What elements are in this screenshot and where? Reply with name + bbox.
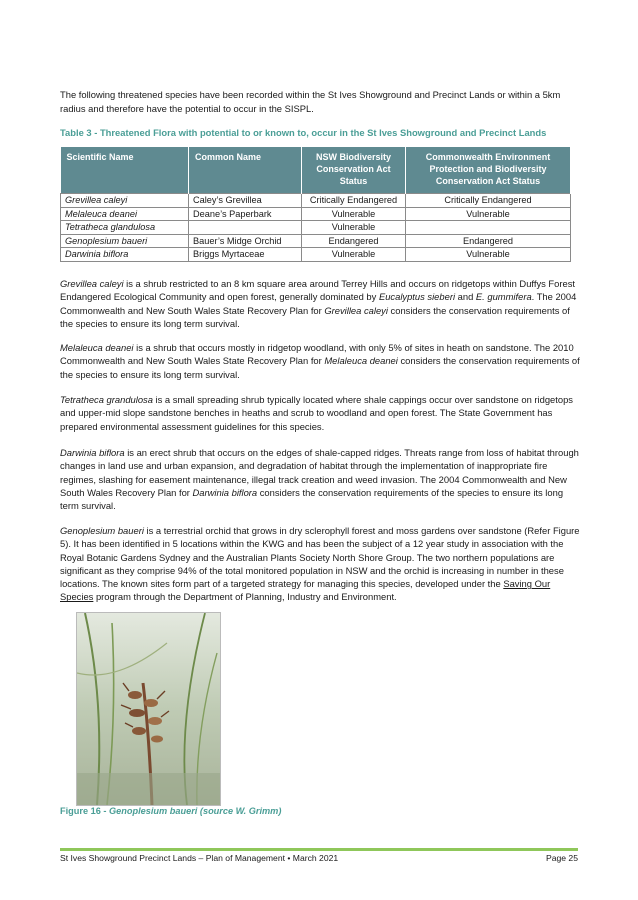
cell-scientific-name: Darwinia biflora [61,248,189,262]
paragraph-text: . The 2004 Commonwealth and New South Wales State Recovery Plan for [60,291,577,316]
species-name: Grevillea caleyi [60,278,124,289]
footer-page-number: Page 25 [545,853,578,863]
figure-species: Genoplesium baueri [109,806,198,816]
table-row [61,221,571,235]
paragraph-text: is an erect shrub that occurs on the edges of shale-capped ridges. Threats range from loss of habitat through changes in land use and urban expansion, and degradation of habitat through the implementation of inappropriate fire regimes, slashing for easement maintenance, illegal track creation and weed invasion. The 2004 Commonwealth and New South Wales Recovery Plan for [60,447,579,498]
table-row [61,207,571,221]
figure-label: Figure 16 - [60,806,110,816]
cell-common-name: Deane’s Paperbark [189,207,302,221]
paragraph-text: and [455,291,476,303]
cell-scientific-name: Genoplesium baueri [61,234,189,248]
paragraph-genoplesium-baueri [60,524,580,604]
cell-scientific-name: Melaleuca deanei [61,207,189,221]
cell-nsw-status: Endangered [302,234,406,248]
paragraph-text: program through the Department of Planning, Industry and Environment. [93,591,397,603]
header-common-name: Common Name [189,147,302,194]
intro-paragraph: The following threatened species have been recorded within the St Ives Showground and Precinct Lands or within a 5km radius and therefore have the potential to occur in the SISPL. [60,89,561,114]
cell-scientific-name: Grevillea caleyi [61,194,189,208]
header-nsw-status: NSW Biodiversity Conservation Act Status [302,147,406,194]
paragraph-text: considers the conservation requirements of the species to ensure its long term survival. [60,355,580,380]
paragraph-darwinia-biflora [60,446,580,512]
species-name: Genoplesium baueri [60,525,144,536]
paragraph-text: is a terrestrial orchid that grows in dry sclerophyll forest and moss gardens over sandstone (Refer Figure 5). It has been identified in 5 locations within the KWG and has been the subject of a 12 year study in association with the Royal Botanic Gardens Sydney and the Australian Plants Society North Shore Group. The two northern populations are significant as they comprise 94% of the total monitored population in NSW and the orchid is increasing in number in these locations. The known sites form part of a targeted strategy for managing this species, developed under the [60,525,580,590]
table-row [61,194,571,208]
cell-nsw-status: Vulnerable [302,248,406,262]
table-header-row [61,147,571,194]
cell-commonwealth-status: Vulnerable [406,248,571,262]
table-caption: Table 3 - Threatened Flora with potential to or known to, occur in the St Ives Showground and Precinct Lands [60,127,547,138]
cell-common-name: Bauer’s Midge Orchid [189,234,302,248]
cell-nsw-status: Vulnerable [302,207,406,221]
species-name: Melaleuca deanei [324,355,398,367]
saving-our-species-link[interactable]: Saving Our Species [60,578,551,603]
header-commonwealth-status: Commonwealth Environment Protection and Biodiversity Conservation Act Status [406,147,571,194]
cell-scientific-name: Tetratheca glandulosa [61,221,189,235]
cell-commonwealth-status [406,221,571,235]
paragraph-melaleuca-deanei [60,341,580,381]
table-row [61,234,571,248]
figure-caption [60,806,281,816]
cell-commonwealth-status: Vulnerable [406,207,571,221]
table-row [61,248,571,262]
threatened-flora-table [60,147,571,262]
species-name: Darwinia biflora [60,447,125,458]
footer-rule [60,848,578,851]
cell-common-name: Briggs Myrtaceae [189,248,302,262]
species-name: Eucalyptus sieberi [378,291,456,303]
paragraph-text: considers the conservation requirements of the species to ensure its long term survival. [60,304,570,329]
paragraph-grevillea-caleyi [60,277,580,330]
cell-nsw-status: Critically Endangered [302,194,406,208]
paragraph-text: is a shrub that occurs mostly in ridgetop woodland, with only 5% of sites in heath on sandstone. The 2010 Commonwealth and New South Wales State Recovery Plan for [60,342,574,367]
species-name: Darwinia biflora [192,486,258,498]
cell-commonwealth-status: Critically Endangered [406,194,571,208]
footer-document-title: St Ives Showground Precinct Lands – Plan of Management • March 2021 [60,853,339,863]
species-name: Tetratheca grandulosa [60,394,153,405]
cell-common-name [189,221,302,235]
orchid-illustration [77,613,220,805]
paragraph-tetratheca [60,393,580,433]
species-name: E. gummifera [475,291,532,303]
paragraph-text: is a shrub restricted to an 8 km square area around Terrey Hills and occurs on ridgetops within Duffys Forest Endangered Ecological Community and open forest, generally dominated by [60,278,576,303]
paragraph-text: considers the conservation requirements of the species to ensure its long term survival. [60,486,564,512]
species-name: Grevillea caleyi [324,304,388,316]
header-scientific-name: Scientific Name [61,147,189,194]
cell-common-name: Caley’s Grevillea [189,194,302,208]
orchid-photo [76,612,221,806]
cell-nsw-status: Vulnerable [302,221,406,235]
cell-commonwealth-status: Endangered [406,234,571,248]
paragraph-text: is a small spreading shrub typically located where shale cappings occur over sandstone on ridgetops and upper-mid slope sandstone benches in heaths and scrub to woodland and open forest. The State Government has prepared environmental assessment guidelines for this species. [60,394,573,432]
figure-source: (source W. Grimm) [197,806,282,816]
species-name: Melaleuca deanei [60,342,134,353]
